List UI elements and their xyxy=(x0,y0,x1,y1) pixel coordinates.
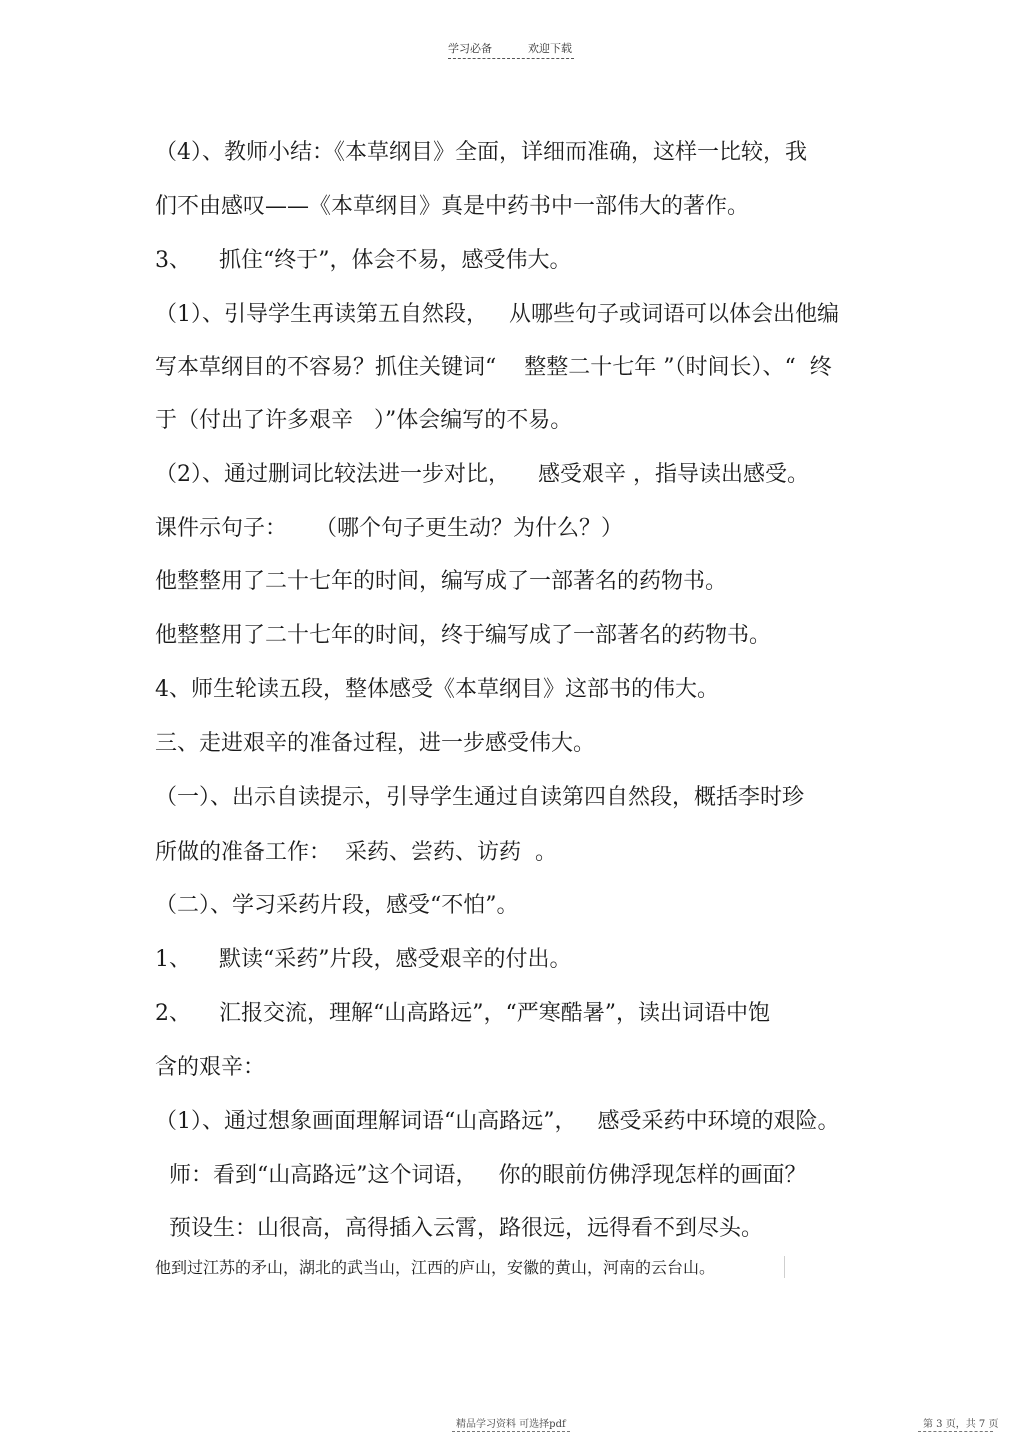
text-line: （1）、引导学生再读第五自然段， 从哪些句子或词语可以体会出他编 xyxy=(155,302,839,327)
text-line: 于（付出了许多艰辛 ）”体会编写的不易。 xyxy=(155,408,573,433)
header-rule xyxy=(448,58,574,59)
text-line: 2、 汇报交流，理解“山高路远”，“严寒酷暑”，读出词语中饱 xyxy=(155,1001,770,1026)
small-text-line: 他到过江苏的矛山，湖北的武当山，江西的庐山，安徽的黄山，河南的云台山。 xyxy=(155,1258,716,1277)
footer-rule-right xyxy=(918,1431,993,1432)
text-line: 师：看到“山高路远”这个词语， 你的眼前仿佛浮现怎样的画面？ xyxy=(155,1163,807,1188)
margin-bar xyxy=(784,1256,785,1278)
text-line: （二）、学习采药片段，感受“不怕”。 xyxy=(155,893,519,918)
footer-center-text: 精品学习资料 可选择pdf xyxy=(456,1419,566,1430)
text-line: 他整整用了二十七年的时间，编写成了一部著名的药物书。 xyxy=(155,569,728,594)
text-line: （一）、出示自读提示，引导学生通过自读第四自然段，概括李时珍 xyxy=(155,785,805,810)
text-line: 所做的准备工作： 采药、尝药、访药 。 xyxy=(155,840,557,865)
text-line: （1）、通过想象画面理解词语“山高路远”， 感受采药中环境的艰险。 xyxy=(155,1109,840,1134)
text-line: 三、走进艰辛的准备过程，进一步感受伟大。 xyxy=(155,731,596,756)
page-header xyxy=(0,40,1024,64)
header-right-text: 欢迎下载 xyxy=(528,42,572,55)
text-line: 写本草纲目的不容易？抓住关键词“ 整整二十七年 ”（时间长）、“ 终 xyxy=(155,355,832,380)
text-line: 含的艰辛： xyxy=(155,1055,266,1080)
footer-rule-center xyxy=(452,1431,570,1432)
text-line: 课件示句子： （哪个句子更生动？为什么？） xyxy=(155,516,623,541)
text-line: 1、 默读“采药”片段，感受艰辛的付出。 xyxy=(155,947,572,972)
text-line: 预设生：山很高，高得插入云霄，路很远，远得看不到尽头。 xyxy=(155,1216,763,1241)
text-line: 4、师生轮读五段，整体感受《本草纲目》这部书的伟大。 xyxy=(155,677,719,702)
text-line: （2）、通过删词比较法进一步对比， 感受艰辛 ，指导读出感受。 xyxy=(155,462,809,487)
page-footer xyxy=(0,1415,1024,1445)
page-number: 第 3 页，共 7 页 xyxy=(923,1419,999,1430)
text-line: 他整整用了二十七年的时间，终于编写成了一部著名的药物书。 xyxy=(155,623,772,648)
text-line: 3、 抓住“终于”，体会不易，感受伟大。 xyxy=(155,248,572,273)
text-line: （4）、教师小结：《本草纲目》全面，详细而准确，这样一比较，我 xyxy=(155,140,807,165)
header-left-text: 学习必备 xyxy=(448,42,492,55)
text-line: 们不由感叹——《本草纲目》真是中药书中一部伟大的著作。 xyxy=(155,194,750,219)
